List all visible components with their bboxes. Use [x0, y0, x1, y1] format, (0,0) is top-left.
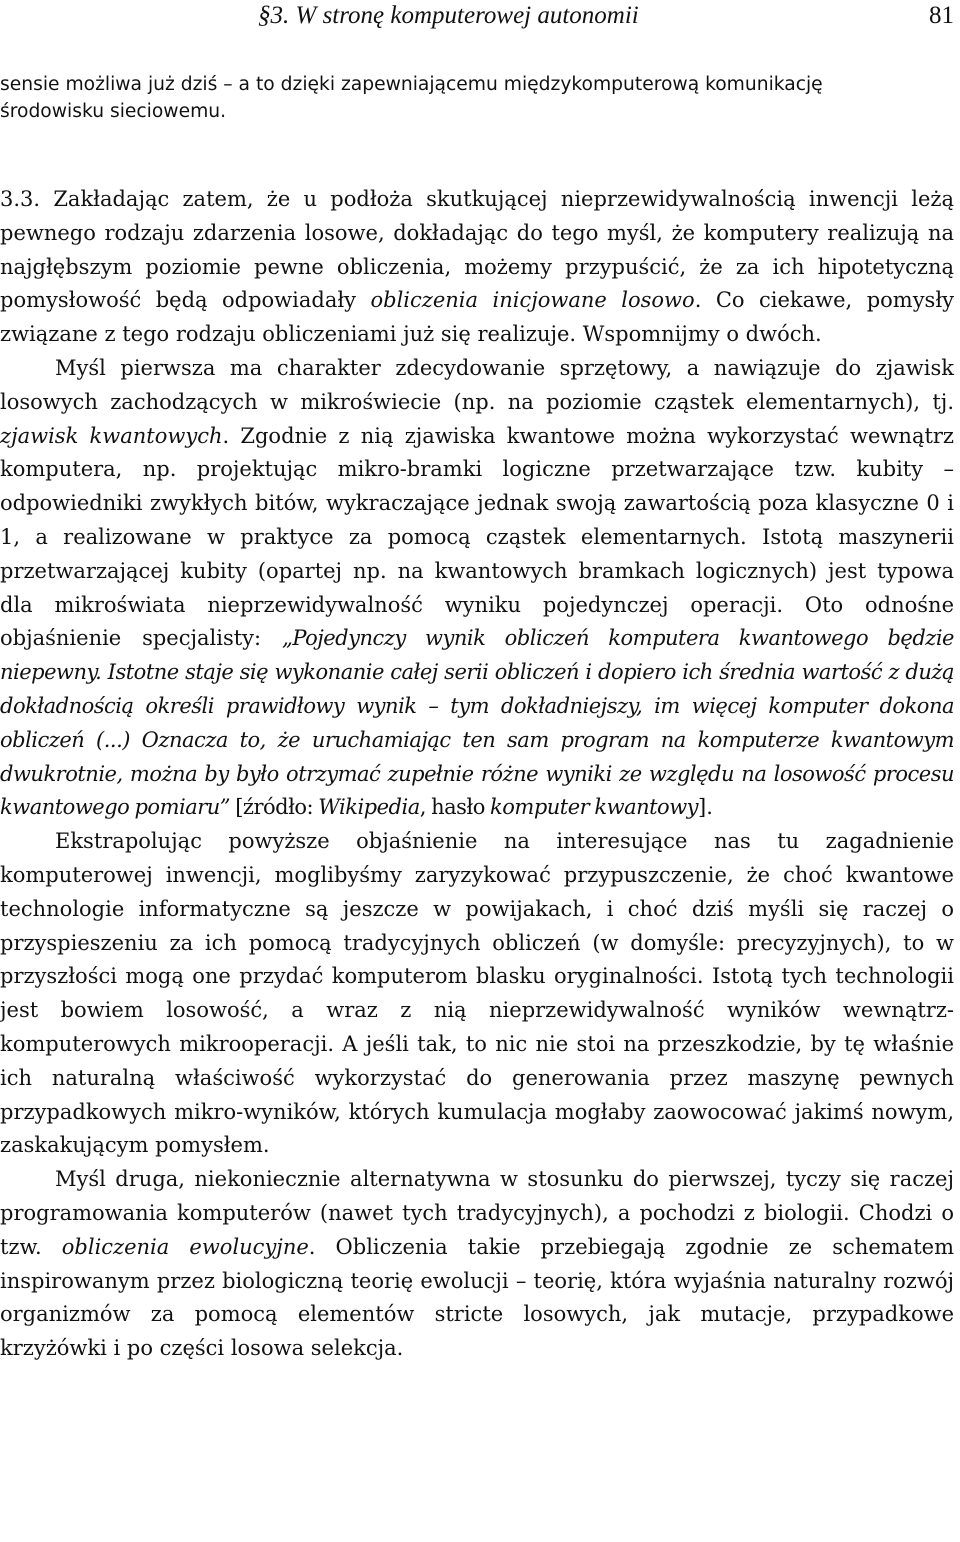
text-run: , hasło [419, 795, 491, 820]
running-title: §3. W stronę komputerowej autonomii [258, 2, 639, 29]
text-run: . Obliczenia takie przebiegają zgodnie ze schematem inspirowanym przez biologiczną teorię ewolucji – teorię, która wyjaśnia naturalny rozwój organizmów za pomocą elementów stricte losowych, jak mutacje, przypadkowe krzyżówki i po części losowa selekcja. [0, 1234, 954, 1361]
emphasis: komputer kwantowy [490, 795, 699, 820]
section-number: 3.3. [0, 187, 41, 211]
text-run: . Co ciekawe, pomysły związane z tego rodzaju obliczeniami już się realizuje. Wspomnijmy o dwóch. [0, 288, 955, 347]
text-run: ]. [698, 795, 713, 820]
emphasis: Wikipedia [318, 795, 420, 820]
intro-line: sensie możliwa już dziś – a to dzięki zapewniającemu międzykomputerową komunikację [0, 74, 823, 95]
text-run: Zakładając zatem, że u podłoża skutkującej nieprzewidywalnością inwencji leżą pewnego rodzaju zdarzenia losowe, dokładając do tego myśl, że komputery realizują na najgłębszym poziomie pewne obliczenia, możemy przypuścić, że za ich hipotetyczną pomysłowość będą odpowiadały [0, 187, 954, 313]
paragraph-evolutionary [0, 1163, 954, 1366]
page-number: 81 [929, 2, 954, 29]
text-run: Myśl druga, niekoniecznie alternatywna w stosunku do pierwszej, tyczy się raczej programowania komputerów (nawet tych tradycyjnych), a pochodzi z biologii. Chodzi o tzw. [0, 1167, 954, 1259]
emphasis: zjawisk kwantowych [0, 423, 223, 448]
section-body [0, 183, 954, 1366]
text-run: Myśl pierwsza ma charakter zdecydowanie sprzętowy, a nawiązuje do zjawisk losowych zachodzących w mikroświecie (np. na poziomie cząstek elementarnych), tj. [0, 355, 954, 414]
text-run: . Zgodnie z nią zjawiska kwantowe można wykorzystać wewnątrz komputera, np. projektując mikro-bramki logiczne przetwarzające tzw. kubity – odpowiedniki zwykłych bitów, wykraczające jednak swoją zawartością poza klasyczne 0 i 1, a realizowane w praktyce za pomocą cząstek elementarnych. Istotą maszynerii przetwarzającej kubity (opartej np. na kwantowych bramkach logicznych) jest typowa dla mikroświata nieprzewidywalność wyniku pojedynczej operacji. Oto odnośne objaśnienie specjalisty: [0, 423, 955, 651]
paragraph-quantum [0, 352, 954, 825]
quotation: „Pojedynczy wynik obliczeń komputera kwantowego będzie niepewny. Istotne staje się wykonanie całej serii obliczeń i dopiero ich średnia wartość z dużą dokładnością określi prawidłowy wynik – tym dokładniejszy, im więcej komputer dokona obliczeń (...) Oznacza to, że uruchamiając ten sam program na komputerze kwantowym dwukrotnie, można by było otrzymać zupełnie różne wyniki ze względu na losowość procesu kwantowego pomiaru” [0, 626, 954, 820]
paragraph-section-3-3 [0, 183, 954, 352]
running-header [258, 2, 954, 42]
text-run: [źródło: [230, 795, 319, 820]
paragraph-extrapolation: Ekstrapolując powyższe objaśnienie na interesujące nas tu zagadnienie komputerowej inwencji, moglibyśmy zaryzykować przypuszczenie, że choć kwantowe technologie informatyczne są jeszcze w powijakach, i choć dziś myśli się raczej o przyspieszeniu za ich pomocą tradycyjnych obliczeń (w domyśle: precyzyjnych), to w przyszłości mogą one przydać komputerom blasku oryginalności. Istotą tych technologii jest bowiem losowość, a wraz z nią nieprzewidywalność wyników wewnątrz-komputerowych mikrooperacji. A jeśli tak, to nic nie stoi na przeszkodzie, by tę właśnie ich naturalną właściwość wykorzystać do generowania przez maszynę pewnych przypadkowych mikro-wyników, których kumulacja mogłaby zaowocować jakimś nowym, zaskakującym pomysłem. [0, 829, 954, 1158]
emphasis: obliczenia ewolucyjne [61, 1234, 309, 1259]
intro-paragraph [0, 71, 960, 125]
emphasis: obliczenia inicjowane losowo [370, 288, 695, 313]
intro-line: środowisku sieciowemu. [0, 101, 227, 122]
